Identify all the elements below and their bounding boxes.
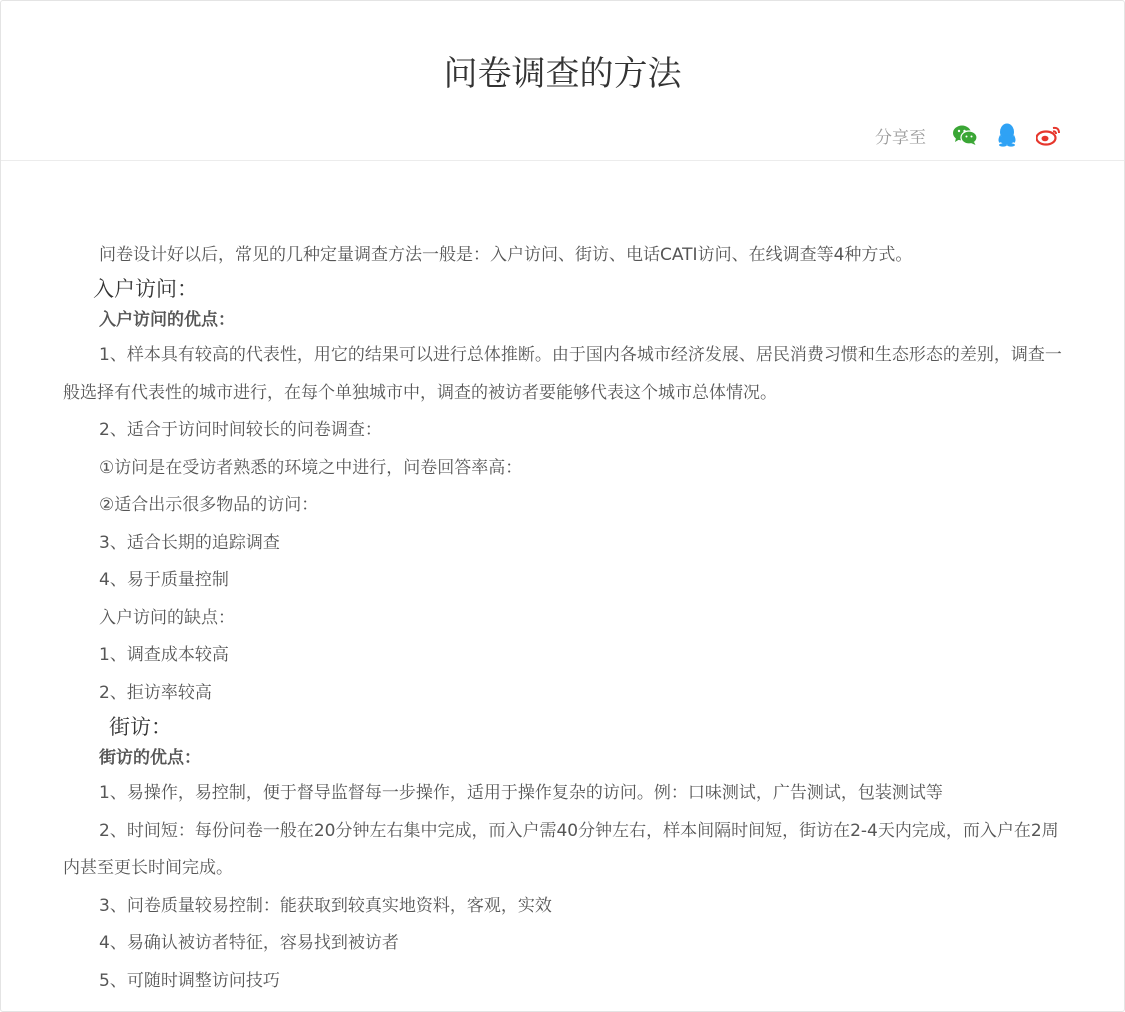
share-bar: [875, 121, 1064, 149]
list-item: 2、时间短：每份问卷一般在20分钟左右集中完成，而入户需40分钟左右，样本间隔时间短，街访在2-4天内完成，而入户在2周内甚至更长时间完成。: [63, 820, 1059, 878]
article-header: [1, 1, 1124, 161]
subsection-title: 街访的优点：: [99, 748, 201, 768]
list-item: ①访问是在受访者熟悉的环境之中进行，问卷回答率高：: [99, 457, 523, 478]
weibo-icon[interactable]: [1034, 121, 1064, 149]
list-item: 4、易确认被访者特征，容易找到被访者: [99, 933, 399, 953]
section-heading-home: 入户访问：: [93, 277, 198, 301]
list-item: 1、样本具有较高的代表性，用它的结果可以进行总体推断。由于国内各城市经济发展、居民消费习惯和生态形态的差别，调查一般选择有代表性的城市进行，在每个单独城市中，调查的被访者要能够代表这个城市总体情况。: [63, 345, 1062, 403]
list-item: ②适合出示很多物品的访问：: [99, 495, 319, 515]
list-item: 1、调查成本较高: [99, 645, 229, 665]
subsection-title: 入户访问的缺点：: [99, 607, 235, 628]
list-item: 2、拒访率较高: [99, 682, 212, 703]
intro-paragraph: 问卷设计好以后，常见的几种定量调查方法一般是：入户访问、街访、电话CATI访问、在线调查等4种方式。: [99, 245, 913, 265]
list-item: 3、适合长期的追踪调查: [99, 532, 280, 553]
section-heading-street: 街访：: [109, 715, 172, 739]
list-item: 1、易操作，易控制，便于督导监督每一步操作，适用于操作复杂的访问。例：口味测试，广告测试，包装测试等: [99, 783, 943, 803]
page-title: 问卷调查的方法: [443, 54, 682, 94]
qq-icon[interactable]: [992, 121, 1022, 149]
list-item: 2、适合于访问时间较长的问卷调查：: [99, 420, 382, 440]
article-body: [63, 237, 1063, 1000]
list-item: 3、问卷质量较易控制：能获取到较真实地资料，客观，实效: [99, 895, 552, 916]
list-item: 5、可随时调整访问技巧: [99, 970, 280, 991]
wechat-icon[interactable]: [950, 121, 980, 149]
list-item: 4、易于质量控制: [99, 570, 229, 590]
subsection-title: 入户访问的优点：: [99, 310, 235, 330]
share-label: 分享至: [875, 127, 926, 148]
